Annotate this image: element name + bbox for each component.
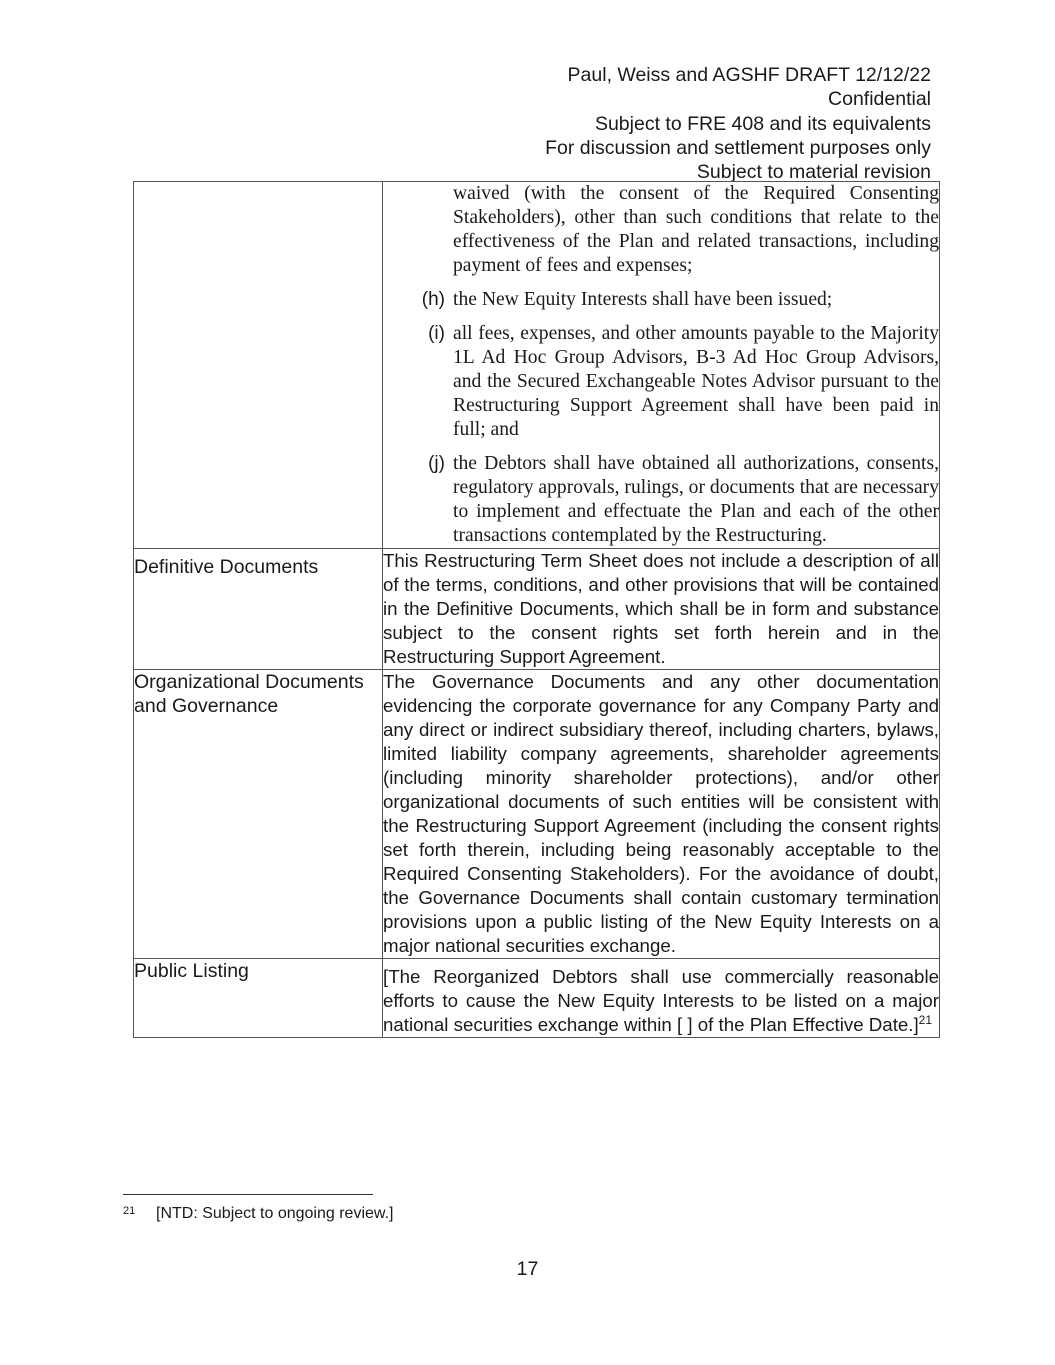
list-item xyxy=(383,288,939,312)
header-line-confidential: Confidential xyxy=(828,88,931,111)
item-text: the Debtors shall have obtained all authorizations, consents, regulatory approvals, rulings, or documents that are necessary to implement and effectuate the Plan and each of the other transactions contemplated by the Restructuring. xyxy=(453,453,939,546)
footnote-reference[interactable]: 21 xyxy=(918,1012,933,1027)
item-text: all fees, expenses, and other amounts payable to the Majority 1L Ad Hoc Group Advisors, B-3 Ad Hoc Group Advisors, and the Secured Exchangeable Notes Advisor pursuant to the Restructuring Support Agreement shall have been paid in full; and xyxy=(453,323,939,440)
list-item xyxy=(383,452,939,548)
row-text-public-listing: [The Reorganized Debtors shall use commercially reasonable efforts to cause the New Equity Interests to be listed on a major national securities exchange within [ ] of the Plan Effective Date.] xyxy=(383,966,939,1035)
table-row xyxy=(134,670,940,959)
header-line-revision: Subject to material revision xyxy=(696,161,931,184)
row-text-organizational-documents: The Governance Documents and any other documentation evidencing the corporate governance for any Company Party and any direct or indirect subsidiary thereof, including charters, bylaws, limited liability company agreements, shareholder agreements (including minority shareholder protections), and/or other organizational documents of such entities will be consistent with the Restructuring Support Agreement (including the consent rights set forth therein, including being reasonably acceptable to the Required Consenting Stakeholders). For the avoidance of doubt, the Governance Documents shall contain customary termination provisions upon a public listing of the New Equity Interests on a major national securities exchange. xyxy=(383,670,940,959)
draft-header xyxy=(545,63,931,184)
row-text-definitive-documents: This Restructuring Term Sheet does not include a description of all of the terms, conditions, and other provisions that will be contained in the Definitive Documents, which shall be in form and substance subject to the consent rights set forth herein and in the Restructuring Support Agreement. xyxy=(383,549,940,670)
row-label-public-listing: Public Listing xyxy=(134,959,383,1038)
page-number: 17 xyxy=(516,1258,539,1280)
conditions-cell xyxy=(383,182,940,549)
term-sheet-table xyxy=(133,181,940,1038)
footnote-separator xyxy=(123,1194,373,1195)
conditions-continuation: waived (with the consent of the Required Consenting Stakeholders), other than such conditions that relate to the effectiveness of the Plan and related transactions, including payment of fees and expenses; xyxy=(453,183,939,276)
footnote-text: [NTD: Subject to ongoing review.] xyxy=(156,1205,394,1222)
item-text: the New Equity Interests shall have been issued; xyxy=(453,289,833,310)
empty-label-cell xyxy=(134,182,383,549)
header-line-fre408: Subject to FRE 408 and its equivalents xyxy=(594,112,931,135)
header-line-draft: Paul, Weiss and AGSHF DRAFT 12/12/22 xyxy=(567,64,931,86)
table-row xyxy=(134,182,940,549)
list-item xyxy=(383,322,939,442)
header-line-settlement: For discussion and settlement purposes only xyxy=(545,136,931,159)
row-public-listing-cell xyxy=(383,959,940,1038)
item-marker: (h) xyxy=(421,289,445,310)
row-label-definitive-documents: Definitive Documents xyxy=(134,549,383,670)
footnote xyxy=(123,1204,393,1224)
table-row xyxy=(134,959,940,1038)
table-row xyxy=(134,549,940,670)
footnote-number: 21 xyxy=(123,1205,136,1217)
row-label-organizational-documents: Organizational Documents and Governance xyxy=(134,670,383,959)
item-marker: (i) xyxy=(428,323,445,344)
item-marker: (j) xyxy=(428,453,445,474)
